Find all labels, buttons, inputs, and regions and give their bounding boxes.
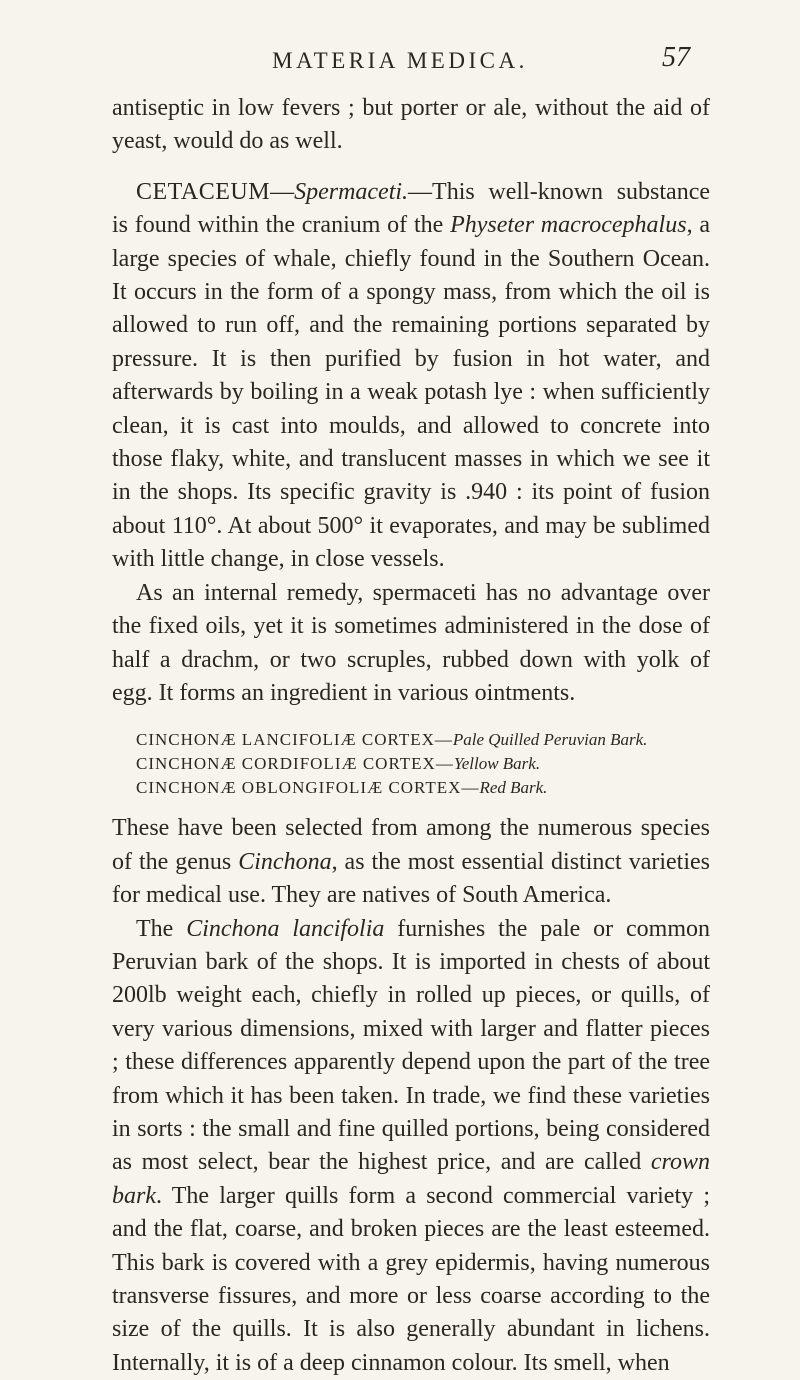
- paragraph-text: furnishes the pale or common Peruvian bark of the shops. It is imported in chests of about 200lb weight each, chiefly in rolled up pieces, or quills, of very various dimensions, mixed with larger and flatter pieces ; these differences apparently depend upon the part of the tree from which it has been taken. In trade, we find these varieties in sorts : the small and fine quilled portions, being considered as most select, bear the highest price, and are called: [112, 915, 711, 1176]
- bark-common-name: Pale Quilled Peruvian Bark.: [452, 730, 648, 750]
- paragraph-text: The: [136, 915, 187, 942]
- paragraph-lancifolia: [112, 913, 710, 1380]
- heading-dash: —: [270, 178, 295, 205]
- running-head-title: MATERIA MEDICA.: [272, 48, 528, 73]
- species-name-physeter: Physeter macrocephalus: [450, 212, 687, 239]
- bark-dash: —: [434, 730, 453, 750]
- paragraph-text: , as the most essential distinct varieties for medical use. They are natives of South America.: [112, 848, 710, 909]
- bark-common-name: Red Bark.: [479, 778, 548, 798]
- species-name-lancifolia: Cinchona lancifolia: [186, 915, 385, 942]
- paragraph-text: —This well-known substance is found within the cranium of the: [112, 178, 710, 239]
- bark-common-name: Yellow Bark.: [453, 754, 541, 774]
- bark-latin-name: CINCHONÆ CORDIFOLIÆ CORTEX: [136, 754, 436, 774]
- paragraph-text: . The larger quills form a second commercial variety ; and the flat, coarse, and broken pieces are the least esteemed. This bark is covered with a grey epidermis, having numerous transverse fissures, and more or less coarse according to the size of the quills. It is also generally abundant in lichens. Internally, it is of a deep cinnamon colour. Its smell, when: [112, 1182, 710, 1376]
- paragraph-cinchona-intro: [112, 812, 710, 912]
- bark-list-item: [136, 752, 710, 776]
- paragraph-continuation: antiseptic in low fevers ; but porter or ale, without the aid of yeast, would do as well.: [112, 95, 710, 155]
- paragraph-text: These have been selected from among the numerous species of the genus: [112, 815, 710, 875]
- bark-dash: —: [461, 778, 480, 798]
- paragraph-cetaceum: [112, 176, 710, 577]
- paragraph-internal-remedy: As an internal remedy, spermaceti has no advantage over the fixed oils, yet it is sometimes administered in the dose of half a drachm, or two scruples, rubbed down with yolk of egg. It forms an ingredient in various ointments.: [112, 579, 710, 706]
- running-head: [0, 42, 800, 82]
- body-text: [112, 92, 710, 1380]
- bark-list: [136, 728, 710, 800]
- section-heading-cetaceum: CETACEUM: [136, 178, 271, 205]
- bark-latin-name: CINCHONÆ LANCIFOLIÆ CORTEX: [136, 730, 435, 750]
- page-number: 57: [662, 42, 690, 73]
- latin-name-spermaceti: Spermaceti.: [294, 178, 409, 205]
- term-crown-bark: crown bark: [112, 1149, 710, 1209]
- bark-latin-name: CINCHONÆ OBLONGIFOLIÆ CORTEX: [136, 778, 462, 798]
- bark-list-item: [136, 776, 710, 800]
- genus-name-cinchona: Cinchona: [238, 848, 332, 875]
- bark-list-item: [136, 728, 710, 752]
- bark-dash: —: [435, 754, 454, 774]
- paragraph-text: , a large species of whale, chiefly found in the Southern Ocean. It occurs in the form of a spongy mass, from which the oil is allowed to run off, and the remaining portions separated by pressure. It is then purified by fusion in hot water, and afterwards by boiling in a weak potash lye : when sufficiently clean, it is cast into moulds, and allowed to concrete into those flaky, white, and translucent masses in which we see it in the shops. Its specific gravity is .940 : its point of fusion about 110°. At about 500° it evaporates, and may be sublimed with little change, in close vessels.: [112, 212, 710, 573]
